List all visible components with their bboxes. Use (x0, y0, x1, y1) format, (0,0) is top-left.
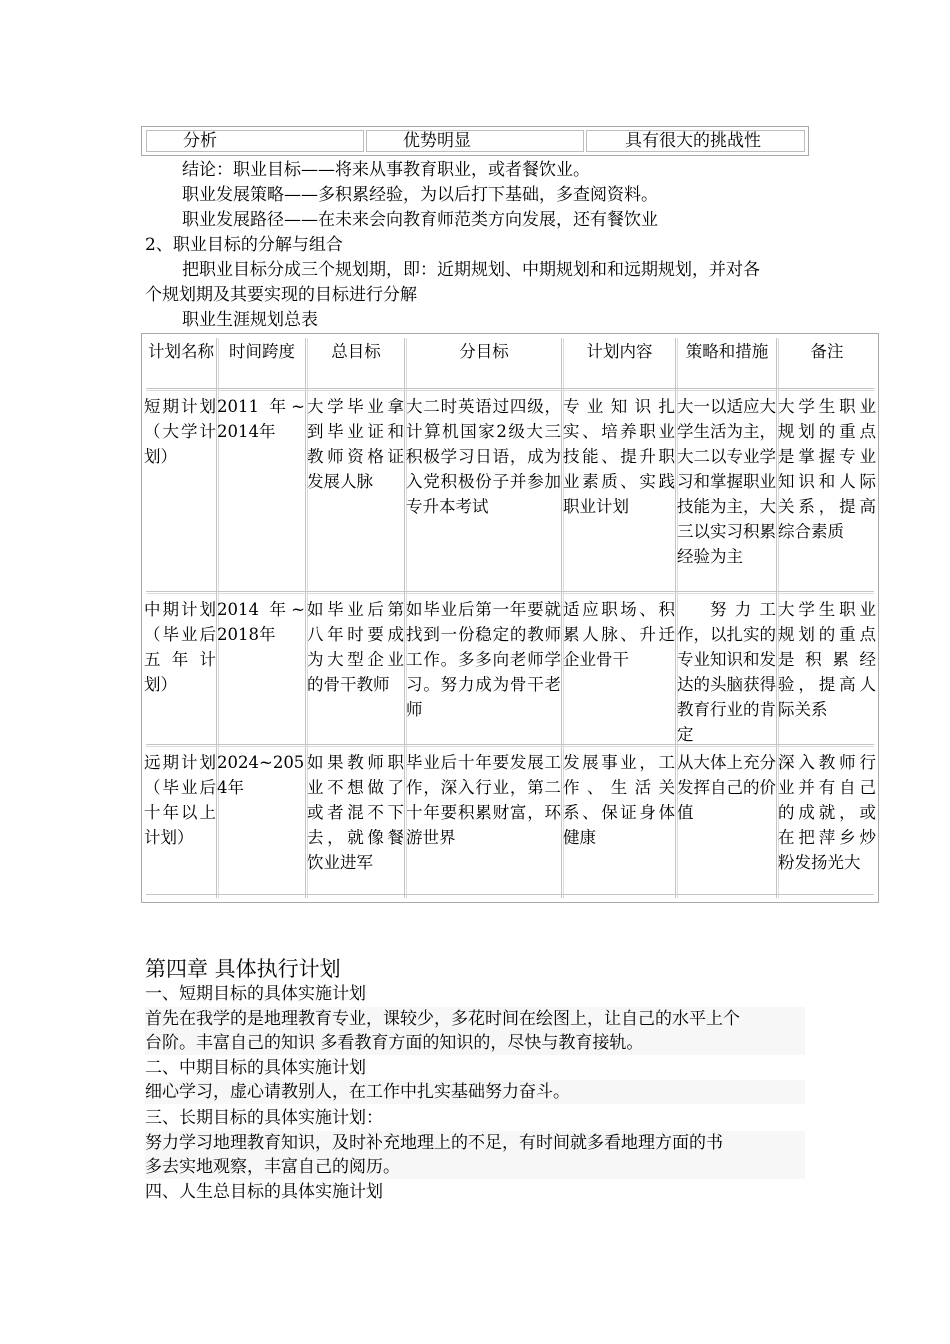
row1-note: 大学生职业规划的重点是掌握专业知识和人际关系，提高综合素质 (778, 397, 876, 541)
section2-para-line2: 个规划期及其要实现的目标进行分解 (145, 285, 417, 305)
row1-sub: 大二时英语过四级，计算机国家2级大三积极学习日语，成为入党积极份子并参加专升本考试 (406, 397, 561, 516)
table-title: 职业生涯规划总表 (182, 310, 318, 330)
row2-content: 适应职场、积累人脉、升迁企业骨干 (563, 600, 675, 669)
row2-name: 中期计划（毕业后五年计划） (144, 600, 216, 694)
conclusion-goal: 结论：职业目标——将来从事教育职业，或者餐饮业。 (182, 160, 590, 180)
grid-line (146, 593, 874, 594)
swot-strength: 优势明显 (403, 131, 471, 151)
row1-span: 2011 年~2014年 (217, 397, 305, 441)
row1-strategy: 大一以适应大学生活为主，大二以专业学习和掌握职业技能为主，大三以实习积累经验为主 (677, 397, 776, 566)
row1-name: 短期计划（大学计划） (144, 397, 216, 466)
s3-heading: 三、长期目标的具体实施计划： (145, 1108, 383, 1128)
row3-span: 2024~2054年 (217, 753, 305, 797)
header-total-goal: 总目标 (331, 342, 381, 361)
row3-content: 发展事业，工作、生活关系、保证身体健康 (563, 753, 675, 847)
grid-line (675, 338, 676, 898)
row2-sub: 如毕业后第一年要就找到一份稳定的教师工作。多多向老师学习。努力成为骨干老师 (406, 600, 561, 719)
s1-line1: 首先在我学的是地理教育专业，课较少，多花时间在绘图上，让自己的水平上个 (145, 1007, 805, 1031)
s2-heading: 二、中期目标的具体实施计划 (145, 1058, 366, 1078)
s3-line1: 努力学习地理教育知识，及时补充地理上的不足，有时间就多看地理方面的书 (145, 1131, 805, 1155)
section2-heading: 2、职业目标的分解与组合 (145, 235, 343, 255)
row2-note: 大学生职业规划的重点是积累经验，提高人际关系 (778, 600, 876, 719)
header-note: 备注 (810, 342, 844, 361)
s3-line2: 多去实地观察，丰富自己的阅历。 (145, 1155, 805, 1179)
row2-span: 2014 年~2018年 (217, 600, 305, 644)
row2-strategy: 努力工作，以扎实的专业知识和发达的头脑获得教育行业的肯定 (677, 600, 776, 744)
swot-challenge: 具有很大的挑战性 (625, 131, 761, 151)
header-sub-goal: 分目标 (459, 342, 509, 361)
grid-line (146, 591, 874, 592)
grid-line (561, 338, 562, 898)
grid-line (146, 390, 874, 391)
header-strategy: 策略和措施 (685, 342, 769, 361)
swot-cell-2 (366, 130, 584, 152)
conclusion-path: 职业发展路径——在未来会向教育师范类方向发展，还有餐饮业 (182, 210, 658, 230)
swot-label: 分析 (183, 131, 217, 151)
grid-line (146, 894, 874, 895)
grid-line (146, 388, 874, 389)
row1-total: 大学毕业拿到毕业证和教师资格证发展人脉 (307, 397, 404, 491)
header-plan-name: 计划名称 (148, 342, 214, 361)
row3-strategy: 从大体上充分发挥自己的价值 (677, 753, 776, 822)
header-plan-content: 计划内容 (586, 342, 653, 361)
row3-sub: 毕业后十年要发展工作，深入行业，第二十年要积累财富，环游世界 (406, 753, 561, 847)
s1-heading: 一、短期目标的具体实施计划 (145, 984, 366, 1004)
s2-line1: 细心学习，虚心请教别人，在工作中扎实基础努力奋斗。 (145, 1080, 805, 1104)
s1-line2: 台阶。丰富自己的知识 多看教育方面的知识的，尽快与教育接轨。 (145, 1031, 805, 1055)
swot-cell-1 (146, 130, 364, 152)
header-time-span: 时间跨度 (229, 342, 295, 361)
grid-line (305, 338, 306, 898)
row3-name: 远期计划（毕业后十年以上计划） (144, 753, 216, 847)
swot-row (141, 126, 809, 156)
grid-line (776, 338, 777, 898)
section2-para-line1: 把职业目标分成三个规划期，即：近期规划、中期规划和和远期规划，并对各 (182, 260, 760, 280)
conclusion-strategy: 职业发展策略——多积累经验，为以后打下基础，多查阅资料。 (182, 185, 658, 205)
row2-total: 如毕业后第八年时要成为大型企业的骨干教师 (307, 600, 404, 694)
chapter-title: 第四章 具体执行计划 (145, 957, 341, 981)
grid-line (404, 338, 405, 898)
s4-heading: 四、人生总目标的具体实施计划 (145, 1182, 383, 1202)
row3-note: 深入教师行业并有自己的成就，或在把萍乡炒粉发扬光大 (778, 753, 876, 872)
row1-content: 专业知识扎实、培养职业技能、提升职业素质、实践职业计划 (563, 397, 675, 516)
swot-cell-3 (586, 130, 805, 152)
career-plan-table (141, 333, 879, 903)
row3-total: 如果教师职业不想做了或者混不下去，就像餐饮业进军 (307, 753, 404, 872)
